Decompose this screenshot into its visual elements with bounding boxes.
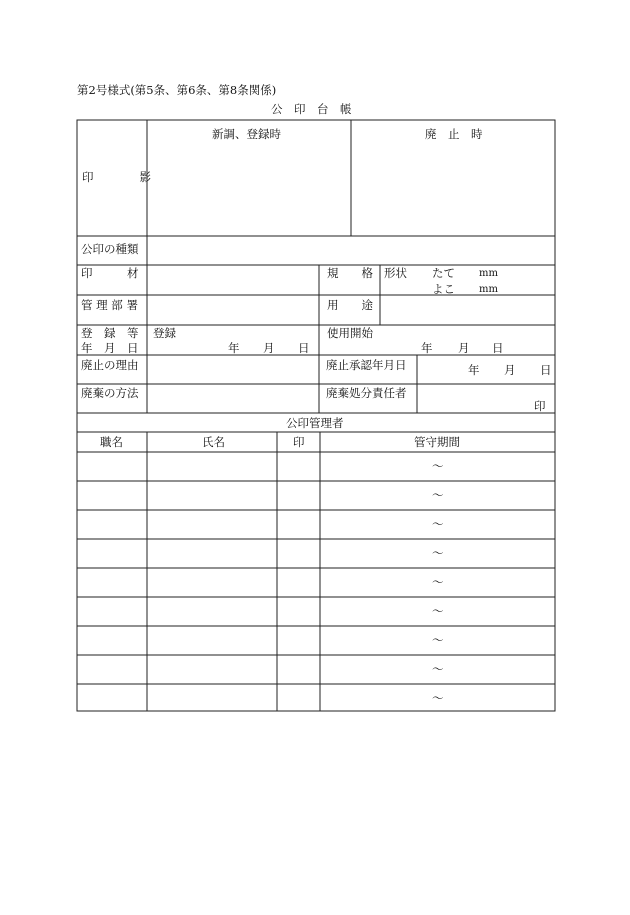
registration-day: 日 (298, 341, 310, 355)
abolish-reason-label: 廃止の理由 (81, 358, 139, 372)
use-start-year: 年 (421, 341, 433, 355)
registration-date-label-line2: 年 月 日 (81, 341, 139, 355)
manager-row[interactable] (77, 568, 555, 597)
manager-row[interactable] (77, 597, 555, 626)
period-separator: ～ (432, 691, 444, 705)
manager-row[interactable] (77, 452, 555, 481)
usage-label: 用 途 (327, 298, 373, 312)
manager-row[interactable] (77, 626, 555, 655)
column-header-period: 管守期間 (414, 435, 460, 449)
registration-month: 月 (263, 341, 275, 355)
disposal-seal-mark: 印 (534, 399, 546, 413)
use-start-month: 月 (458, 341, 470, 355)
seal-kind-field[interactable] (148, 237, 554, 264)
form-number: 第2号様式(第5条、第6条、第8条関係) (77, 83, 277, 97)
height-label: たて (432, 266, 455, 280)
page-title: 公 印 台 帳 (271, 102, 352, 116)
use-start-day: 日 (492, 341, 504, 355)
department-field[interactable] (148, 297, 318, 324)
manager-row[interactable] (77, 684, 555, 713)
disposal-person-label: 廃棄処分責任者 (326, 386, 407, 400)
department-label: 管 理 部 署 (81, 298, 138, 312)
period-separator: ～ (432, 575, 444, 589)
use-start-label: 使用開始 (327, 326, 373, 340)
column-header-name: 氏名 (202, 435, 225, 449)
abolish-approval-label: 廃止承認年月日 (326, 358, 407, 372)
manager-row[interactable] (77, 481, 555, 510)
manager-row[interactable] (77, 510, 555, 539)
manager-row[interactable] (77, 655, 555, 684)
column-header-seal: 印 (293, 435, 305, 449)
width-label: よこ (432, 282, 455, 296)
period-separator: ～ (432, 488, 444, 502)
period-separator: ～ (432, 604, 444, 618)
period-separator: ～ (432, 662, 444, 676)
width-unit: mm (479, 284, 498, 295)
abolish-approval-month: 月 (504, 363, 516, 377)
disposal-method-label: 廃棄の方法 (81, 386, 139, 400)
disposal-method-field[interactable] (148, 385, 318, 413)
new-registration-header: 新調、登録時 (212, 127, 281, 141)
registration-year: 年 (228, 341, 240, 355)
registration-prefix: 登録 (153, 326, 176, 340)
abolish-approval-day: 日 (540, 363, 552, 377)
usage-field[interactable] (380, 297, 554, 324)
managers-section-title: 公印管理者 (286, 416, 344, 430)
material-field[interactable] (148, 266, 318, 294)
height-unit: mm (479, 268, 498, 279)
column-header-title: 職名 (100, 435, 123, 449)
shape-label: 形状 (384, 266, 407, 280)
registration-date-label-line1: 登 録 等 (81, 326, 139, 340)
abolish-time-header: 廃 止 時 (425, 127, 483, 141)
abolish-seal-impression-area[interactable] (352, 145, 554, 235)
period-separator: ～ (432, 459, 444, 473)
spec-label: 規 格 (327, 266, 373, 280)
period-separator: ～ (432, 517, 444, 531)
manager-row[interactable] (77, 539, 555, 568)
period-separator: ～ (432, 633, 444, 647)
seal-impression-label: 印 影 (82, 170, 151, 184)
seal-kind-label: 公印の種類 (81, 242, 139, 256)
abolish-reason-field[interactable] (148, 357, 318, 384)
new-seal-impression-area[interactable] (148, 145, 350, 235)
period-separator: ～ (432, 546, 444, 560)
abolish-approval-year: 年 (468, 363, 480, 377)
material-label: 印 材 (81, 266, 139, 280)
